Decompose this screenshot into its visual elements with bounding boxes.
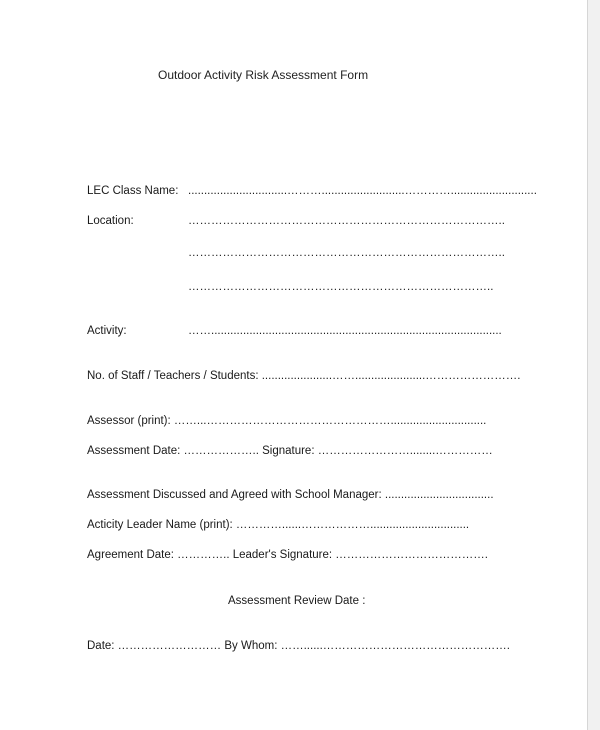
discussed-agreed-line: Assessment Discussed and Agreed with School Manager: .................................. bbox=[87, 489, 494, 501]
location-field-2: ……………………………………………………………………….. bbox=[188, 247, 505, 259]
lec-class-name-field: ...............................………..........................…………........................... bbox=[188, 185, 537, 197]
activity-leader-line: Acticity Leader Name (print): …………......………………............................... bbox=[87, 519, 470, 531]
assessor-line: Assessor (print): ……...………………………………………….............................. bbox=[87, 415, 487, 427]
activity-label: Activity: bbox=[87, 325, 127, 337]
location-label: Location: bbox=[87, 215, 134, 227]
assessment-date-signature-line: Assessment Date: ……………….. Signature: ……………………........…………… bbox=[87, 445, 493, 457]
lec-class-name-label: LEC Class Name: bbox=[87, 185, 179, 197]
staff-count-line: No. of Staff / Teachers / Students: ......................……......................……………………. bbox=[87, 370, 521, 382]
form-title: Outdoor Activity Risk Assessment Form bbox=[158, 68, 369, 82]
location-field-3: …………………………………………………………………….. bbox=[188, 281, 494, 293]
location-field-1: ……………………………………………………………………….. bbox=[188, 215, 505, 227]
agreement-date-line: Agreement Date: ………….. Leader's Signature: …………………………………. bbox=[87, 549, 488, 561]
review-date-line: Date: ……………………… By Whom: ……......…………………………………………. bbox=[87, 640, 510, 652]
activity-field: ……........................................................................................... bbox=[188, 325, 502, 337]
review-heading: Assessment Review Date : bbox=[228, 595, 366, 607]
